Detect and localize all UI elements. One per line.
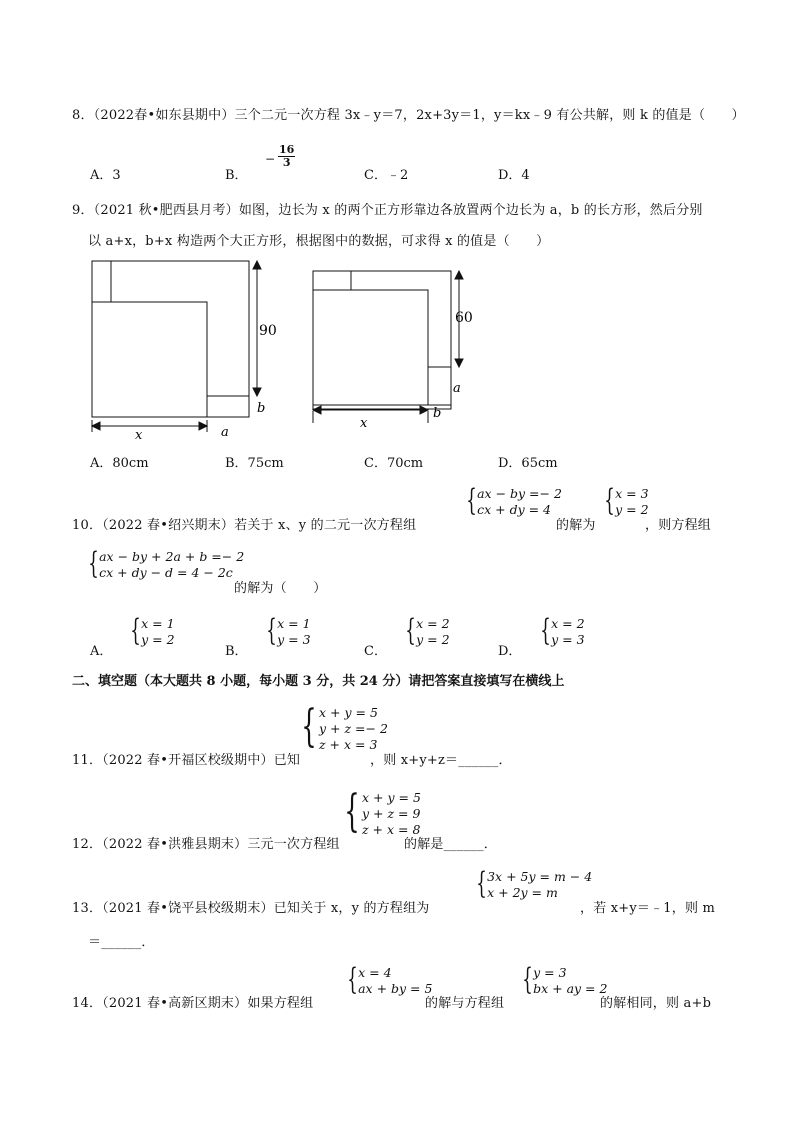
q8-option-b: B．	[225, 168, 248, 183]
q10-option-b-label: B．	[225, 644, 248, 659]
q10-sys1-eq1: ax − by =− 2	[477, 486, 562, 501]
q10-option-c-eq1: x = 2	[416, 616, 450, 631]
fig1-outer-square	[92, 261, 249, 417]
q9-option-c: C．70cm	[364, 456, 424, 471]
fig1-label-b: b	[257, 401, 266, 416]
q9-option-a: A．80cm	[90, 456, 149, 471]
q10-sys2-eq1: ax − by + 2a + b =− 2	[99, 549, 245, 564]
q14-sys2-eq1: y = 3	[533, 965, 567, 980]
q13-suffix: ，若 x+y＝﹣1，则 m	[580, 901, 716, 916]
q8-option-a: A．3	[90, 168, 121, 183]
fig2-label-60: 60	[455, 310, 473, 326]
q9-figure-2	[305, 265, 485, 435]
q10-option-d-system: { x = 2 y = 3	[540, 613, 585, 648]
q10-option-a-eq1: x = 1	[141, 616, 175, 631]
q12-prefix: 12．（2022 春•洪雅县期末）三元一次方程组	[72, 837, 340, 852]
q13-prefix: 13．（2021 春•饶平县校级期末）已知关于 x，y 的方程组为	[72, 901, 430, 916]
fig1-label-x: x	[135, 428, 143, 443]
q13-system: { 3x + 5y = m − 4 x + 2y = m	[476, 866, 593, 901]
q8-text: 8．（2022春•如东县期中）三个二元一次方程 3x﹣y＝7，2x+3y＝1，y＝kx﹣9 有公共解，则 k 的值是（ ）	[72, 108, 745, 123]
q10-system-1: { ax − by =− 2 cx + dy = 4	[466, 483, 562, 518]
q10-option-d-eq2: y = 3	[551, 632, 585, 647]
q11-eq3: z + x = 3	[319, 737, 378, 752]
q11-eq2: y + z =− 2	[319, 721, 388, 736]
q10-middle: 的解为	[556, 518, 596, 533]
q14-sys1-eq1: x = 4	[358, 965, 392, 980]
q10-option-c-eq2: y = 2	[416, 632, 450, 647]
q9-option-d: D．65cm	[498, 456, 558, 471]
q12-eq1: x + y = 5	[362, 790, 421, 805]
q13-line2: ＝______．	[88, 935, 155, 950]
q8-option-d: D．4	[498, 168, 530, 183]
q12-eq3: z + x = 8	[362, 822, 421, 837]
fig2-label-x: x	[360, 416, 368, 431]
q10-option-b-eq2: y = 3	[277, 632, 311, 647]
q13-eq2: x + 2y = m	[487, 885, 558, 900]
q14-prefix: 14．（2021 春•高新区期末）如果方程组	[72, 996, 314, 1011]
fig1-label-90: 90	[259, 323, 277, 339]
q10-sys1-eq2: cx + dy = 4	[477, 502, 552, 517]
q10-solution-1: { x = 3 y = 2	[604, 483, 649, 518]
q10-system-2: { ax − by + 2a + b =− 2 cx + dy − d = 4 − 2c	[88, 546, 245, 581]
q8-option-c: C．﹣2	[364, 168, 409, 183]
q10-option-d-label: D．	[498, 644, 522, 659]
section-2-title: 二、填空题（本大题共 8 小题，每小题 3 分，共 24 分）请把答案直接填写在横线上	[72, 674, 565, 689]
q10-option-c-system: { x = 2 y = 2	[405, 613, 450, 648]
q10-sol1-y: y = 2	[615, 502, 649, 517]
fig2-outer-square	[313, 271, 451, 409]
q9-figure-1	[85, 255, 285, 445]
q14-middle: 的解与方程组	[425, 996, 505, 1011]
q11-eq1: x + y = 5	[319, 705, 378, 720]
q14-sys2-eq2: bx + ay = 2	[533, 981, 608, 996]
q10-option-a-label: A．	[90, 644, 113, 659]
q11-system: { x + y = 5 y + z =− 2 z + x = 3	[301, 701, 388, 752]
q12-eq2: y + z = 9	[362, 806, 421, 821]
fig2-label-b: b	[433, 406, 442, 421]
q9-line1: 9．（2021 秋•肥西县月考）如图，边长为 x 的两个正方形靠边各放置两个边长为 a，b 的长方形，然后分别	[72, 203, 703, 218]
fig2-inner-square	[313, 290, 428, 405]
q9-line2: 以 a+x，b+x 构造两个大正方形，根据图中的数据，可求得 x 的值是（ ）	[88, 234, 550, 249]
q14-system-1: { x = 4 ax + by = 5	[347, 962, 433, 997]
q9-option-b: B．75cm	[225, 456, 284, 471]
q8-frac-sign: −	[265, 152, 276, 166]
q10-sys2-eq2: cx + dy − d = 4 − 2c	[99, 565, 233, 580]
q8-fraction	[278, 144, 295, 169]
q10-tail: 的解为（ ）	[234, 581, 327, 596]
fig2-label-a: a	[453, 381, 461, 396]
q10-option-a-eq2: y = 2	[141, 632, 175, 647]
fig1-inner-square	[92, 302, 207, 417]
q13-eq1: 3x + 5y = m − 4	[487, 869, 593, 884]
q14-suffix: 的解相同，则 a+b	[600, 996, 712, 1011]
q10-option-b-eq1: x = 1	[277, 616, 311, 631]
q8-frac-den: 3	[282, 156, 291, 169]
q12-suffix: 的解是______．	[404, 837, 498, 852]
q10-option-d-eq1: x = 2	[551, 616, 585, 631]
q10-option-a-system: { x = 1 y = 2	[130, 613, 175, 648]
q10-suffix: ，则方程组	[645, 518, 712, 533]
q10-sol1-x: x = 3	[615, 486, 649, 501]
q10-option-c-label: C．	[364, 644, 387, 659]
q14-system-2: { y = 3 bx + ay = 2	[522, 962, 608, 997]
q8-frac-num: 16	[279, 143, 295, 156]
q12-system: { x + y = 5 y + z = 9 z + x = 8	[344, 786, 421, 837]
q11-suffix: ，则 x+y+z＝______．	[370, 753, 512, 768]
fig1-label-a: a	[221, 425, 229, 440]
q11-prefix: 11．（2022 春•开福区校级期中）已知	[72, 753, 301, 768]
q10-prefix: 10．（2022 春•绍兴期末）若关于 x、y 的二元一次方程组	[72, 518, 417, 533]
q14-sys1-eq2: ax + by = 5	[358, 981, 433, 996]
q10-option-b-system: { x = 1 y = 3	[266, 613, 311, 648]
